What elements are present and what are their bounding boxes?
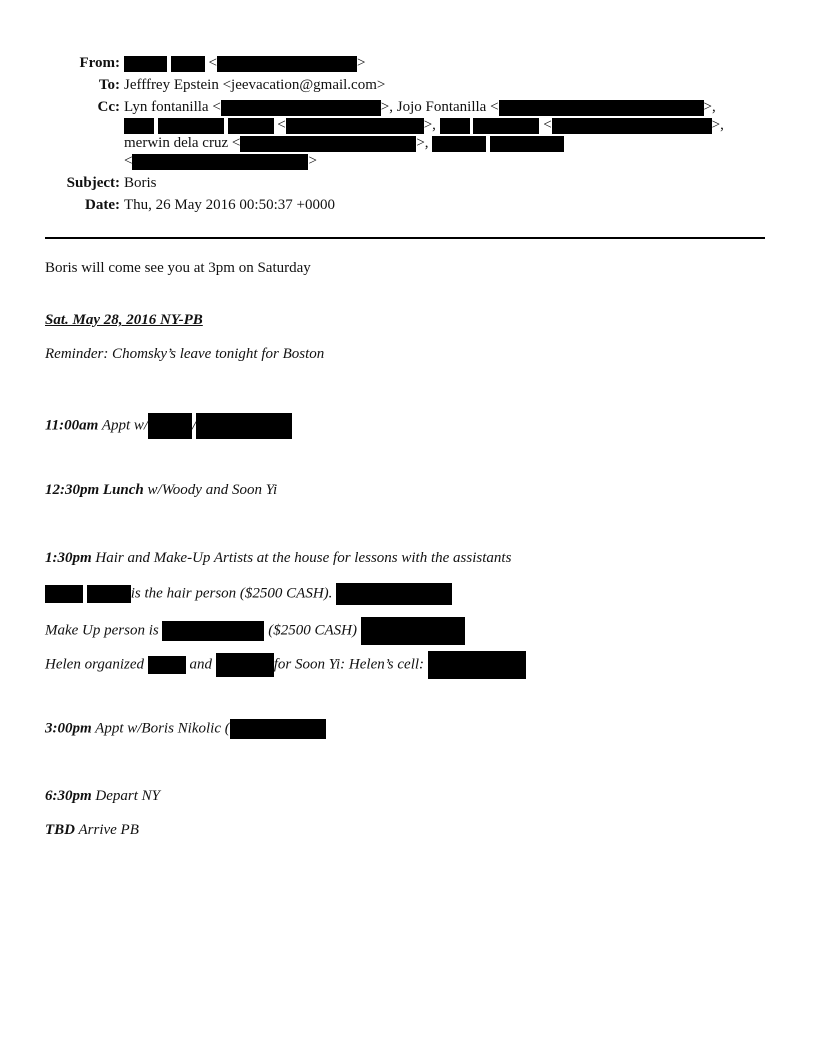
redaction — [148, 413, 192, 439]
appt1-line — [45, 413, 292, 439]
redaction — [230, 719, 326, 739]
cc-lt: < — [277, 117, 286, 133]
arrive-line — [45, 821, 139, 839]
cc-name-lyn: Lyn fontanilla < — [124, 99, 221, 115]
to-label: To: — [98, 77, 120, 93]
cc-value-line1 — [124, 98, 716, 116]
appt1-text: Appt w/ — [101, 417, 149, 434]
header-divider — [45, 237, 765, 239]
cc-label: Cc: — [97, 99, 120, 115]
hair-time: 1:30pm — [45, 550, 92, 566]
redaction — [196, 413, 292, 439]
redaction — [228, 118, 274, 134]
helen-and: and — [189, 656, 213, 673]
redaction — [124, 56, 167, 72]
helen-pre: Helen organized — [45, 656, 145, 673]
cc-value-line3 — [124, 134, 564, 152]
redaction — [432, 136, 486, 152]
hair-text: Hair and Make-Up Artists at the house for lessons with the assistants — [95, 550, 512, 566]
hair-person-line — [45, 583, 452, 605]
hair-line — [45, 549, 511, 567]
from-value — [124, 54, 365, 72]
cc-value-line4 — [124, 152, 317, 170]
boris-text: Appt w/Boris Nikolic ( — [95, 720, 230, 737]
intro-line: Boris will come see you at 3pm on Saturday — [45, 260, 311, 276]
from-gt: > — [356, 55, 366, 71]
redaction — [286, 118, 424, 134]
redaction — [87, 585, 131, 603]
lunch-line — [45, 481, 277, 499]
redaction — [132, 154, 308, 170]
date-value: Thu, 26 May 2016 00:50:37 +0000 — [124, 197, 335, 213]
redaction — [440, 118, 470, 134]
to-value: Jefffrey Epstein <jeevacation@gmail.com> — [124, 77, 386, 93]
boris-time: 3:00pm — [45, 720, 92, 737]
cc-lt: < — [543, 117, 552, 133]
boris-line — [45, 719, 326, 739]
depart-text: Depart NY — [95, 788, 161, 804]
redaction — [499, 100, 704, 116]
reminder-line: Reminder: Chomsky’s leave tonight for Boston — [45, 346, 325, 362]
redaction — [490, 136, 564, 152]
from-label: From: — [79, 55, 120, 71]
redaction — [428, 651, 526, 679]
redaction — [473, 118, 539, 134]
cc-gt: > — [308, 153, 317, 169]
arrive-time: TBD — [45, 822, 75, 838]
redaction — [124, 118, 154, 134]
makeup-post: ($2500 CASH) — [268, 622, 357, 639]
appt1-slash: / — [192, 417, 197, 434]
appt1-time: 11:00am — [45, 417, 99, 434]
from-lt: < — [208, 55, 217, 71]
redaction — [162, 621, 264, 641]
cc-sep: >, — [711, 117, 724, 133]
makeup-pre: Make Up person is — [45, 622, 159, 639]
cc-sep: >, — [416, 135, 429, 151]
redaction — [552, 118, 712, 134]
subject-value: Boris — [124, 175, 157, 191]
cc-sep: >, — [703, 99, 716, 115]
helen-line — [45, 651, 526, 679]
cc-lt: < — [124, 153, 133, 169]
redaction — [221, 100, 381, 116]
hair-person-text: is the hair person ($2500 CASH). — [130, 585, 333, 602]
lunch-time: 12:30pm Lunch — [45, 482, 144, 498]
redaction — [240, 136, 416, 152]
redaction — [148, 656, 186, 674]
redaction — [217, 56, 357, 72]
redaction — [158, 118, 224, 134]
subject-label: Subject: — [66, 175, 120, 191]
depart-line — [45, 787, 160, 805]
redaction — [361, 617, 465, 645]
cc-sep: >, — [423, 117, 436, 133]
redaction — [336, 583, 452, 605]
date-label: Date: — [85, 197, 120, 213]
redaction — [216, 653, 274, 677]
arrive-text: Arrive PB — [78, 822, 139, 838]
redaction — [171, 56, 205, 72]
lunch-text: w/Woody and Soon Yi — [147, 482, 278, 498]
cc-value-line2 — [124, 116, 724, 134]
cc-name-jojo: >, Jojo Fontanilla < — [380, 99, 499, 115]
day-heading: Sat. May 28, 2016 NY-PB — [45, 312, 203, 328]
makeup-line — [45, 617, 465, 645]
cc-name-merwin: merwin dela cruz < — [124, 135, 241, 151]
redaction — [45, 585, 83, 603]
helen-post: for Soon Yi: Helen’s cell: — [273, 656, 425, 673]
depart-time: 6:30pm — [45, 788, 92, 804]
